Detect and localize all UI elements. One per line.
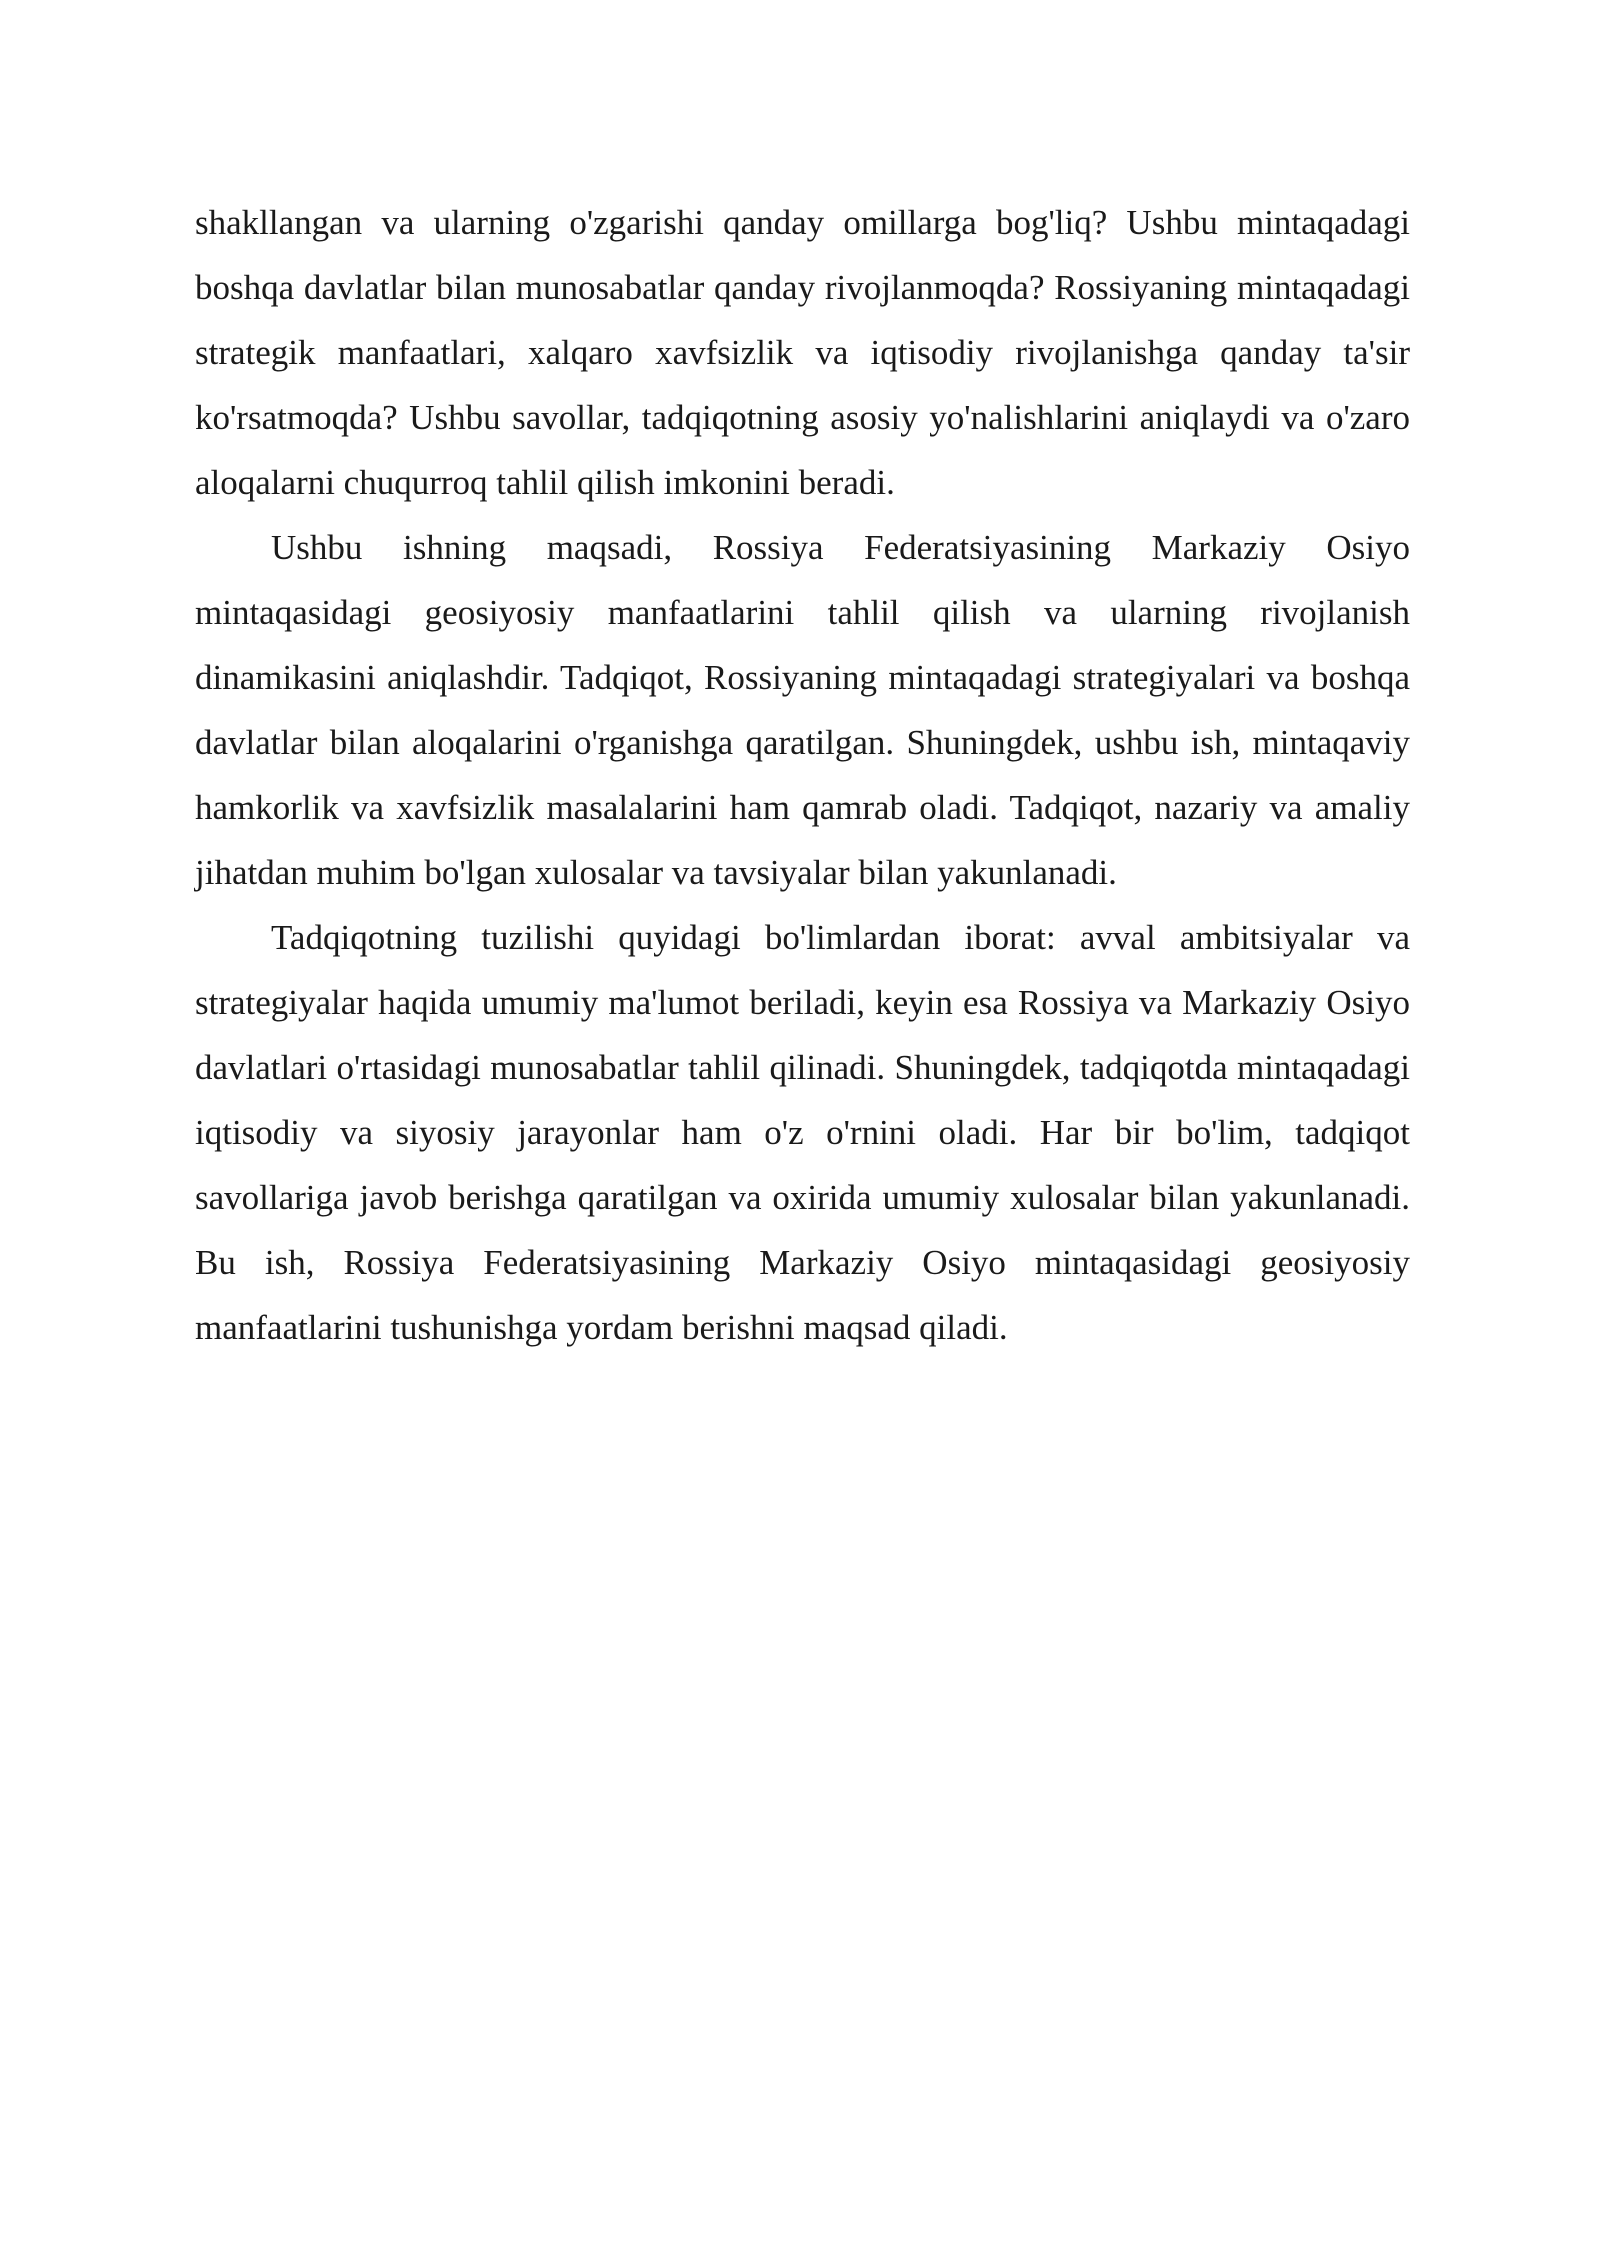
body-text [195,190,1410,1360]
paragraph-continuation: shakllangan va ularning o'zgarishi qanday omillarga bog'liq? Ushbu mintaqadagi boshqa davlatlar bilan munosabatlar qanday rivojlanmoqda? Rossiyaning mintaqadagi strategik manfaatlari, xalqaro xavfsizlik va iqtisodiy rivojlanishga qanday ta'sir ko'rsatmoqda? Ushbu savollar, tadqiqotning asosiy yo'nalishlarini aniqlaydi va o'zaro aloqalarni chuqurroq tahlil qilish imkonini beradi. [195,203,1410,502]
paragraph-structure: Tadqiqotning tuzilishi quyidagi bo'limlardan iborat: avval ambitsiyalar va strategiyalar haqida umumiy ma'lumot beriladi, keyin esa Rossiya va Markaziy Osiyo davlatlari o'rtasidagi munosabatlar tahlil qilinadi. Shuningdek, tadqiqotda mintaqadagi iqtisodiy va siyosiy jarayonlar ham o'z o'rnini oladi. Har bir bo'lim, tadqiqot savollariga javob berishga qaratilgan va oxirida umumiy xulosalar bilan yakunlanadi. Bu ish, Rossiya Federatsiyasining Markaziy Osiyo mintaqasidagi geosiyosiy manfaatlarini tushunishga yordam berishni maqsad qiladi. [195,918,1410,1347]
paragraph-purpose: Ushbu ishning maqsadi, Rossiya Federatsiyasining Markaziy Osiyo mintaqasidagi geosiyosiy manfaatlarini tahlil qilish va ularning rivojlanish dinamikasini aniqlashdir. Tadqiqot, Rossiyaning mintaqadagi strategiyalari va boshqa davlatlar bilan aloqalarini o'rganishga qaratilgan. Shuningdek, ushbu ish, mintaqaviy hamkorlik va xavfsizlik masalalarini ham qamrab oladi. Tadqiqot, nazariy va amaliy jihatdan muhim bo'lgan xulosalar va tavsiyalar bilan yakunlanadi. [195,528,1410,892]
